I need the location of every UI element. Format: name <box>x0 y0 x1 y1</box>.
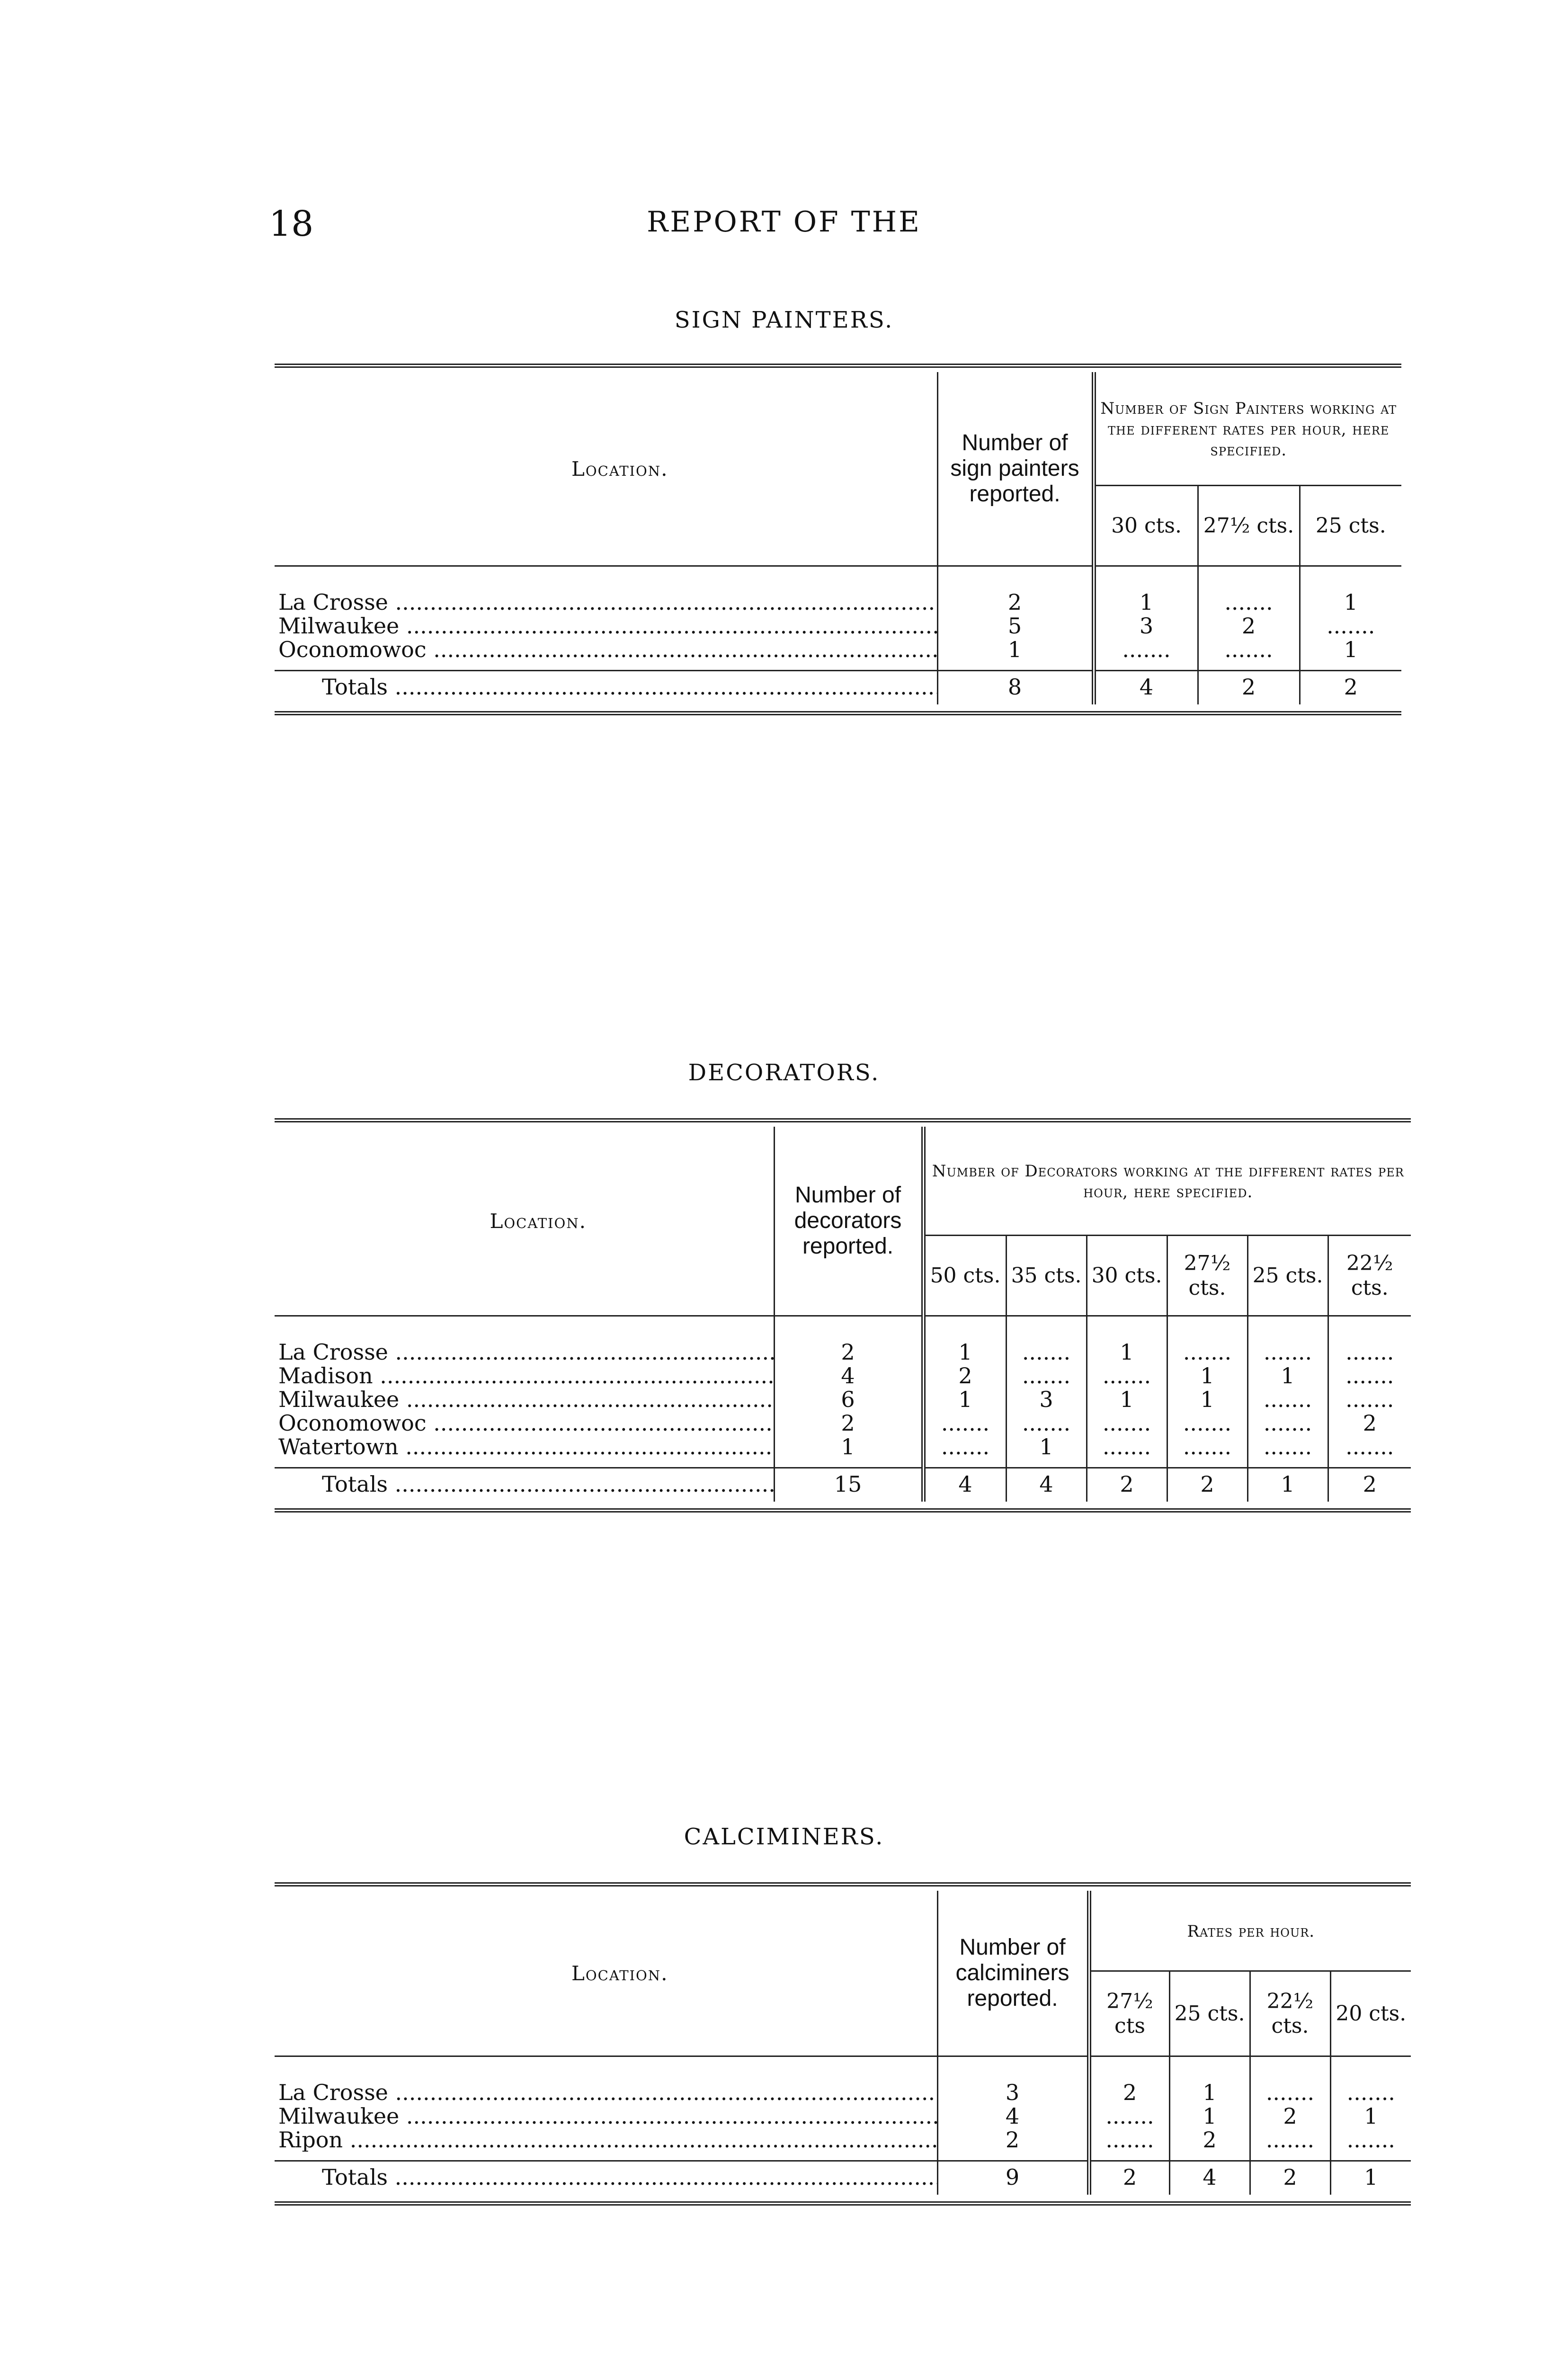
rate-cell: 1 <box>1167 1364 1247 1388</box>
running-head: REPORT OF THE <box>647 205 921 239</box>
table-spacer <box>275 566 1401 591</box>
table-row <box>275 638 1401 661</box>
rate-header: 27½ cts. <box>1167 1236 1247 1316</box>
table-row <box>275 1411 1411 1435</box>
rate-cell <box>1198 590 1300 614</box>
table-row <box>275 1364 1411 1388</box>
totals-rate-cell: 4 <box>923 1468 1006 1502</box>
rate-cell: 1 <box>1169 2081 1250 2104</box>
rate-cell: 1 <box>1094 590 1198 614</box>
rate-header: 50 cts. <box>923 1236 1006 1316</box>
rate-header: 30 cts. <box>1094 486 1198 566</box>
rate-header: 22½ cts. <box>1328 1236 1411 1316</box>
count-cell: 2 <box>937 590 1094 614</box>
rate-cell: 2 <box>1198 614 1300 638</box>
rates-group-header: Rates per hour. <box>1089 1891 1411 1971</box>
location-cell: Milwaukee ..... <box>275 614 937 638</box>
location-header: Location. <box>275 372 937 566</box>
count-cell: 2 <box>774 1340 923 1364</box>
table-row <box>275 1340 1411 1364</box>
totals-rate-cell: 4 <box>1169 2161 1250 2195</box>
rate-cell <box>1167 1411 1247 1435</box>
rate-cell <box>1094 638 1198 661</box>
rate-cell <box>1198 638 1300 661</box>
rate-cell <box>1328 1340 1411 1364</box>
count-header: Number of decorators reported. <box>774 1127 923 1316</box>
rate-cell <box>1247 1411 1328 1435</box>
table-row <box>275 590 1401 614</box>
rate-cell: 1 <box>1247 1364 1328 1388</box>
rate-cell <box>1087 1435 1167 1459</box>
totals-rate-cell: 2 <box>1198 671 1300 705</box>
count-header: Number of calciminers reported. <box>937 1891 1089 2056</box>
rate-cell <box>1247 1340 1328 1364</box>
rate-cell <box>923 1435 1006 1459</box>
rate-header: 22½ cts. <box>1250 1971 1330 2056</box>
totals-row <box>275 2161 1411 2195</box>
decorators-top-rule <box>275 1118 1411 1122</box>
rate-header: 20 cts. <box>1330 1971 1411 2056</box>
totals-rate-cell: 2 <box>1087 1468 1167 1502</box>
calciminers-table <box>275 1891 1411 2206</box>
sign-painters-top-rule <box>275 364 1401 368</box>
count-header: Number of sign painters reported. <box>937 372 1094 566</box>
rate-cell: 2 <box>1328 1411 1411 1435</box>
count-cell: 5 <box>937 614 1094 638</box>
location-cell: Oconomowoc ..... <box>275 1411 774 1435</box>
count-cell: 1 <box>937 638 1094 661</box>
rate-cell: 2 <box>1250 2104 1330 2128</box>
rate-header: 27½ cts <box>1089 1971 1169 2056</box>
count-cell: 2 <box>774 1411 923 1435</box>
location-cell: Oconomowoc ..... <box>275 638 937 661</box>
rate-cell <box>1328 1388 1411 1411</box>
rate-cell <box>1330 2081 1411 2104</box>
table-row <box>275 2081 1411 2104</box>
rate-cell: 1 <box>923 1340 1006 1364</box>
location-cell: La Crosse ..... <box>275 1340 774 1364</box>
totals-rate-cell: 4 <box>1094 671 1198 705</box>
rate-header: 25 cts. <box>1300 486 1401 566</box>
location-cell: Milwaukee ..... <box>275 2104 937 2128</box>
location-header: Location. <box>275 1127 774 1316</box>
rate-cell: 3 <box>1006 1388 1087 1411</box>
totals-rate-cell: 4 <box>1006 1468 1087 1502</box>
rates-group-header: Number of Sign Painters working at the different rates per hour, here specified. <box>1094 372 1401 486</box>
rate-cell <box>1087 1364 1167 1388</box>
rate-cell: 1 <box>1169 2104 1250 2128</box>
location-cell: Watertown ..... <box>275 1435 774 1459</box>
totals-count: 15 <box>774 1468 923 1502</box>
table-row <box>275 2104 1411 2128</box>
rate-cell <box>1330 2128 1411 2152</box>
rate-cell <box>1167 1340 1247 1364</box>
rate-cell <box>923 1411 1006 1435</box>
location-header: Location. <box>275 1891 937 2056</box>
rate-cell: 3 <box>1094 614 1198 638</box>
rate-cell: 2 <box>923 1364 1006 1388</box>
rate-cell <box>1300 614 1401 638</box>
count-cell: 1 <box>774 1435 923 1459</box>
location-cell: Ripon ..... <box>275 2128 937 2152</box>
totals-label: Totals ..... <box>275 1468 774 1502</box>
rate-cell <box>1089 2104 1169 2128</box>
decorators-table <box>275 1127 1411 1513</box>
rate-cell <box>1247 1388 1328 1411</box>
rate-cell <box>1087 1411 1167 1435</box>
rate-cell: 1 <box>1006 1435 1087 1459</box>
rate-header: 25 cts. <box>1169 1971 1250 2056</box>
rate-cell <box>1247 1435 1328 1459</box>
sign-painters-table <box>275 372 1401 715</box>
calciminers-title: CALCIMINERS. <box>684 1824 884 1850</box>
totals-count: 9 <box>937 2161 1089 2195</box>
totals-rate-cell: 2 <box>1089 2161 1169 2195</box>
rate-cell: 1 <box>1330 2104 1411 2128</box>
totals-rate-cell: 1 <box>1330 2161 1411 2195</box>
table-row <box>275 2128 1411 2152</box>
rate-cell <box>1167 1435 1247 1459</box>
rate-cell <box>1006 1364 1087 1388</box>
totals-rate-cell: 1 <box>1247 1468 1328 1502</box>
location-cell: Madison ..... <box>275 1364 774 1388</box>
table-row <box>275 1388 1411 1411</box>
sign-painters-title: SIGN PAINTERS. <box>674 307 894 333</box>
totals-row <box>275 1468 1411 1502</box>
totals-rate-cell: 2 <box>1328 1468 1411 1502</box>
rate-cell: 1 <box>1167 1388 1247 1411</box>
rate-cell <box>1006 1411 1087 1435</box>
count-cell: 4 <box>774 1364 923 1388</box>
totals-rate-cell: 2 <box>1300 671 1401 705</box>
rate-cell: 1 <box>1087 1340 1167 1364</box>
rates-group-header: Number of Decorators working at the different rates per hour, here specified. <box>923 1127 1411 1236</box>
totals-label: Totals ..... <box>275 2161 937 2195</box>
table-row <box>275 1435 1411 1459</box>
rate-cell: 1 <box>1087 1388 1167 1411</box>
rate-header: 35 cts. <box>1006 1236 1087 1316</box>
location-cell: La Crosse ..... <box>275 590 937 614</box>
decorators-title: DECORATORS. <box>688 1059 880 1086</box>
page-number: 18 <box>269 204 314 244</box>
rate-cell <box>1089 2128 1169 2152</box>
rate-cell <box>1250 2081 1330 2104</box>
rate-cell: 1 <box>923 1388 1006 1411</box>
rate-header: 25 cts. <box>1247 1236 1328 1316</box>
totals-label: Totals ..... <box>275 671 937 705</box>
rate-cell: 1 <box>1300 638 1401 661</box>
table-row <box>275 614 1401 638</box>
rate-header: 27½ cts. <box>1198 486 1300 566</box>
rate-cell <box>1328 1435 1411 1459</box>
rate-cell: 2 <box>1089 2081 1169 2104</box>
count-cell: 4 <box>937 2104 1089 2128</box>
rate-cell <box>1250 2128 1330 2152</box>
totals-rate-cell: 2 <box>1250 2161 1330 2195</box>
totals-count: 8 <box>937 671 1094 705</box>
rate-cell: 1 <box>1300 590 1401 614</box>
totals-row <box>275 671 1401 705</box>
rate-cell <box>1328 1364 1411 1388</box>
count-cell: 2 <box>937 2128 1089 2152</box>
rate-header: 30 cts. <box>1087 1236 1167 1316</box>
location-cell: Milwaukee ..... <box>275 1388 774 1411</box>
totals-rate-cell: 2 <box>1167 1468 1247 1502</box>
rate-cell <box>1006 1340 1087 1364</box>
count-cell: 3 <box>937 2081 1089 2104</box>
count-cell: 6 <box>774 1388 923 1411</box>
calciminers-top-rule <box>275 1882 1411 1886</box>
rate-cell: 2 <box>1169 2128 1250 2152</box>
location-cell: La Crosse ..... <box>275 2081 937 2104</box>
